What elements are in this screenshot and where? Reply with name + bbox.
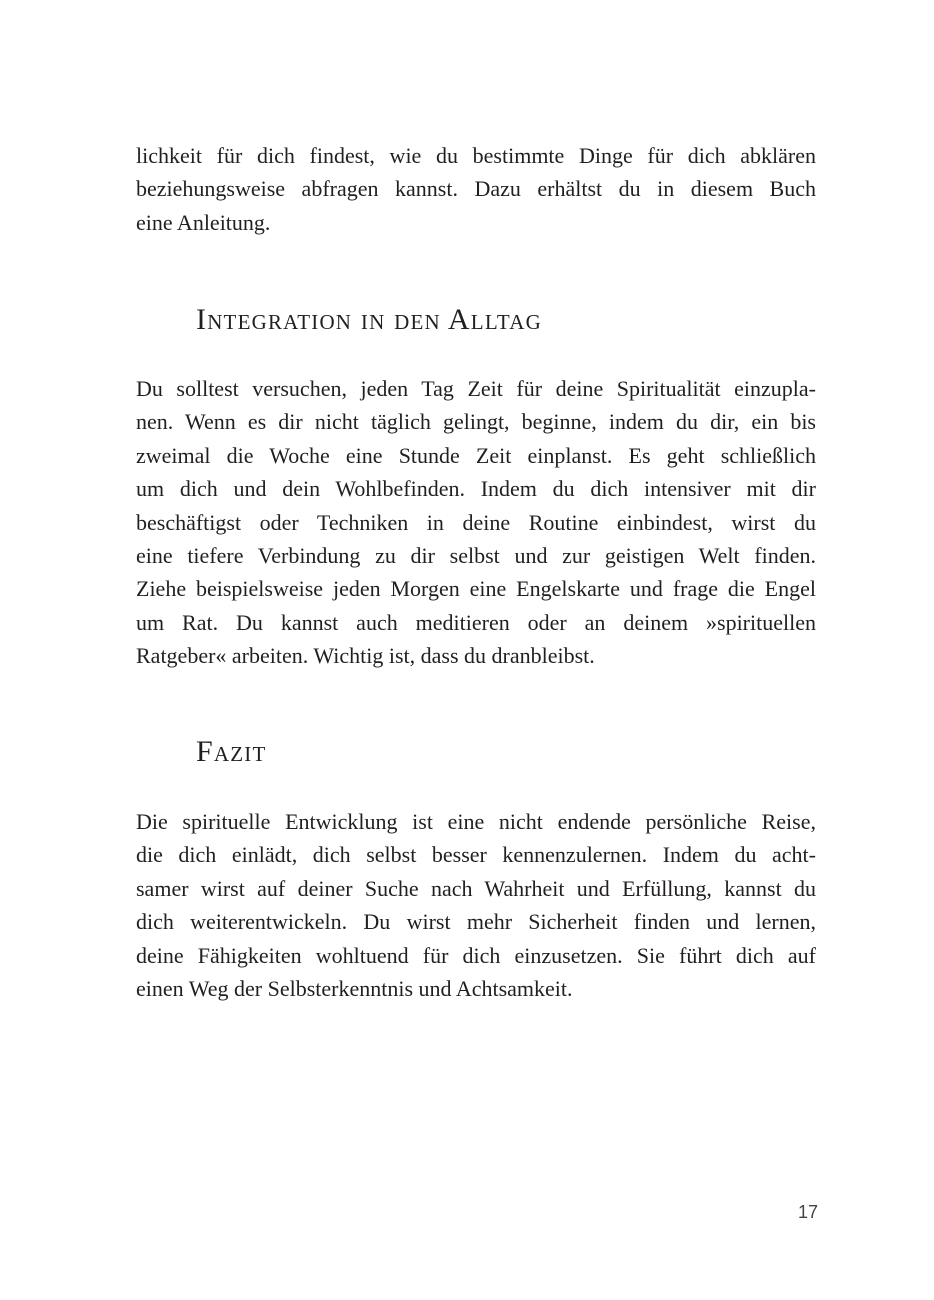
text-line: Die spirituelle Entwicklung ist eine nicht endende persönliche Reise,: [136, 809, 816, 834]
section-heading-integration: Integration in den Alltag: [196, 303, 543, 336]
text-line: eine tiefere Verbindung zu dir selbst und zur geistigen Welt finden.: [136, 543, 816, 569]
text-line: Du solltest versuchen, jeden Tag Zeit für deine Spiritualität einzupla-: [136, 376, 816, 401]
text-line: zweimal die Woche eine Stunde Zeit einplanst. Es geht schließlich: [136, 442, 816, 468]
page-number: 17: [797, 1202, 818, 1222]
fazit-paragraph: [136, 805, 816, 1005]
text-line: dich weiterentwickeln. Du wirst mehr Sicherheit finden und lernen,: [136, 909, 816, 935]
text-line: nen. Wenn es dir nicht täglich gelingt, beginne, indem du dir, ein bis: [136, 409, 816, 435]
text-line: lichkeit für dich findest, wie du bestimmte Dinge für dich abklären: [136, 143, 816, 168]
text-line: einen Weg der Selbsterkenntnis und Achtsamkeit.: [136, 976, 573, 1002]
text-line: um Rat. Du kannst auch meditieren oder an deinem »spirituellen: [136, 609, 816, 635]
intro-paragraph: [136, 139, 816, 239]
text-line: beziehungsweise abfragen kannst. Dazu erhältst du in diesem Buch: [136, 176, 816, 202]
text-line: deine Fähigkeiten wohltuend für dich einzusetzen. Sie führt dich auf: [136, 942, 816, 968]
text-line: eine Anleitung.: [136, 209, 271, 235]
text-line: um dich und dein Wohlbefinden. Indem du dich intensiver mit dir: [136, 476, 816, 502]
text-line: die dich einlädt, dich selbst besser kennenzulernen. Indem du acht-: [136, 842, 816, 868]
text-line: Ziehe beispielsweise jeden Morgen eine Engelskarte und frage die Engel: [136, 576, 816, 602]
text-line: Ratgeber« arbeiten. Wichtig ist, dass du dranbleibst.: [136, 643, 595, 669]
text-line: samer wirst auf deiner Suche nach Wahrheit und Erfüllung, kannst du: [136, 875, 816, 901]
section-heading-fazit: Fazit: [196, 735, 267, 768]
integration-paragraph: [136, 372, 816, 673]
text-line: beschäftigst oder Techniken in deine Routine einbindest, wirst du: [136, 509, 816, 535]
